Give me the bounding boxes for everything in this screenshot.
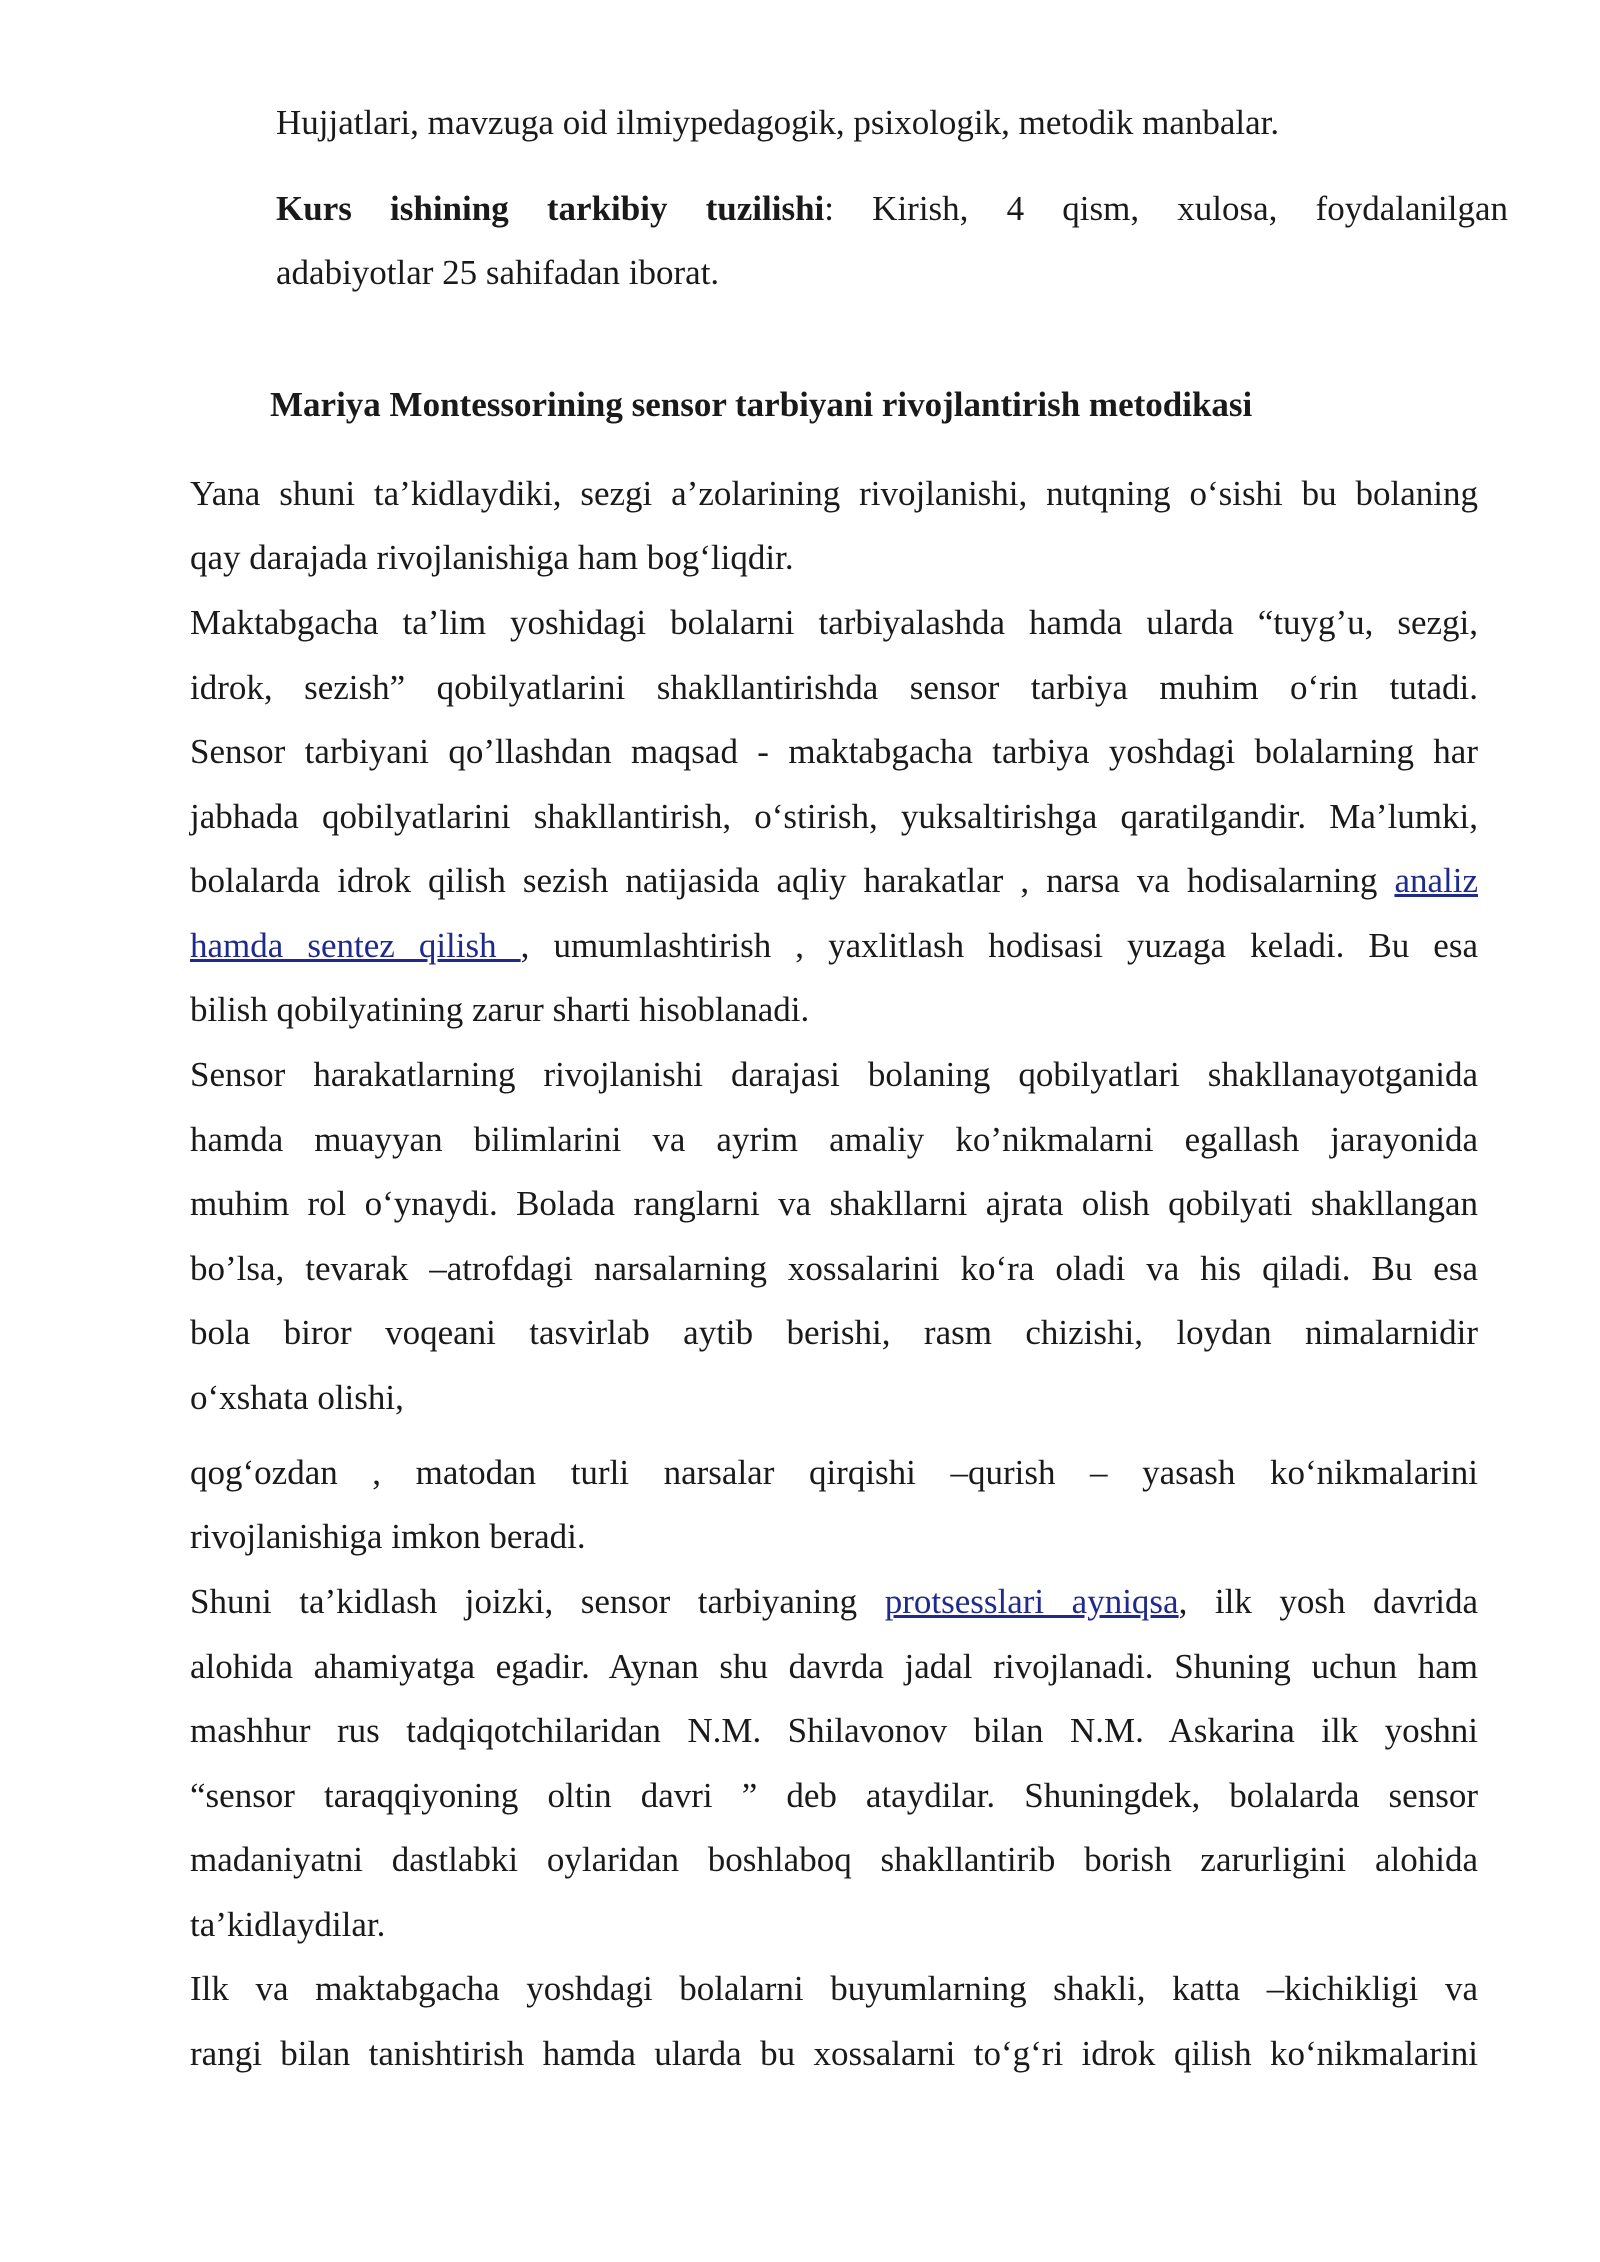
paragraph-line: Ilk va maktabgacha yoshdagi bolalarni buyumlarning shakli, katta –kichikligi va (190, 1969, 1478, 2008)
sentez-link[interactable]: hamda sentez qilish (190, 926, 521, 965)
paragraph-line: madaniyatni dastlabki oylaridan boshlaboq shakllantirib borish zarurligini alohida (190, 1840, 1478, 1879)
paragraph-line (190, 1579, 1478, 1625)
paragraph-line: Sensor harakatlarning rivojlanishi darajasi bolaning qobilyatlari shakllanayotganida (190, 1055, 1478, 1094)
structure-line-2: adabiyotlar 25 sahifadan iborat. (276, 253, 720, 292)
paragraph-line: rivojlanishiga imkon beradi. (190, 1517, 586, 1556)
paragraph-line: bilish qobilyatining zarur sharti hisoblanadi. (190, 990, 810, 1029)
text-run: bolalarda idrok qilish sezish natijasida aqliy harakatlar , narsa va hodisalarning (190, 861, 1395, 900)
text-run: , umumlashtirish , yaxlitlash hodisasi yuzaga keladi. Bu esa (520, 926, 1478, 965)
paragraph-line (190, 923, 1478, 969)
paragraph-line: alohida ahamiyatga egadir. Aynan shu davrda jadal rivojlanadi. Shuning uchun ham (190, 1647, 1478, 1686)
paragraph-line: jabhada qobilyatlarini shakllantirish, o‘stirish, yuksaltirishga qaratilgandir. Ma’lumki, (190, 797, 1478, 836)
section-heading: Mariya Montessorining sensor tarbiyani rivojlantirish metodikasi (270, 385, 1253, 424)
paragraph-line: bola biror voqeani tasvirlab aytib berishi, rasm chizishi, loydan nimalarnidir (190, 1313, 1478, 1352)
paragraph-line: bo’lsa, tevarak –atrofdagi narsalarning xossalarini ko‘ra oladi va his qiladi. Bu esa (190, 1249, 1478, 1288)
intro-line: Hujjatlari, mavzuga oid ilmiypedagogik, psixologik, metodik manbalar. (276, 103, 1280, 142)
protsesslari-link[interactable]: protsesslari ayniqsa (884, 1582, 1179, 1621)
analiz-link[interactable]: analiz (1394, 861, 1478, 900)
paragraph-line: “sensor taraqqiyoning oltin davri ” deb ataydilar. Shuningdek, bolalarda sensor (190, 1776, 1478, 1815)
paragraph-line: Maktabgacha ta’lim yoshidagi bolalarni tarbiyalashda hamda ularda “tuyg’u, sezgi, (190, 603, 1478, 642)
paragraph-line: muhim rol o‘ynaydi. Bolada ranglarni va shakllarni ajrata olish qobilyati shakllangan (190, 1184, 1478, 1223)
paragraph-line: qog‘ozdan , matodan turli narsalar qirqishi –qurish – yasash ko‘nikmalarini (190, 1453, 1478, 1492)
paragraph-line: qay darajada rivojlanishiga ham bog‘liqdir. (190, 538, 794, 577)
paragraph-line: mashhur rus tadqiqotchilaridan N.M. Shilavonov bilan N.M. Askarina ilk yoshni (190, 1711, 1478, 1750)
text-run: , ilk yosh davrida (1178, 1582, 1478, 1621)
paragraph-line (190, 858, 1478, 904)
paragraph-line: ta’kidlaydilar. (190, 1905, 386, 1944)
structure-text: : Kirish, 4 qism, xulosa, foydalanilgan (824, 189, 1508, 228)
paragraph-line: o‘xshata olishi, (190, 1378, 404, 1417)
paragraph-line: idrok, sezish” qobilyatlarini shakllantirishda sensor tarbiya muhim o‘rin tutadi. (190, 668, 1478, 707)
structure-label: Kurs ishining tarkibiy tuzilishi (276, 189, 825, 228)
paragraph-line: rangi bilan tanishtirish hamda ularda bu xossalarni to‘g‘ri idrok qilish ko‘nikmalarini (190, 2034, 1478, 2073)
paragraph-line: Sensor tarbiyani qo’llashdan maqsad - maktabgacha tarbiya yoshdagi bolalarning har (190, 732, 1478, 771)
text-run: Shuni ta’kidlash joizki, sensor tarbiyaning (190, 1582, 885, 1621)
paragraph-line: Yana shuni ta’kidlaydiki, sezgi a’zolarining rivojlanishi, nutqning o‘sishi bu bolaning (190, 474, 1478, 513)
paragraph-line: hamda muayyan bilimlarini va ayrim amaliy ko’nikmalarni egallash jarayonida (190, 1120, 1478, 1159)
structure-line (276, 186, 1508, 232)
